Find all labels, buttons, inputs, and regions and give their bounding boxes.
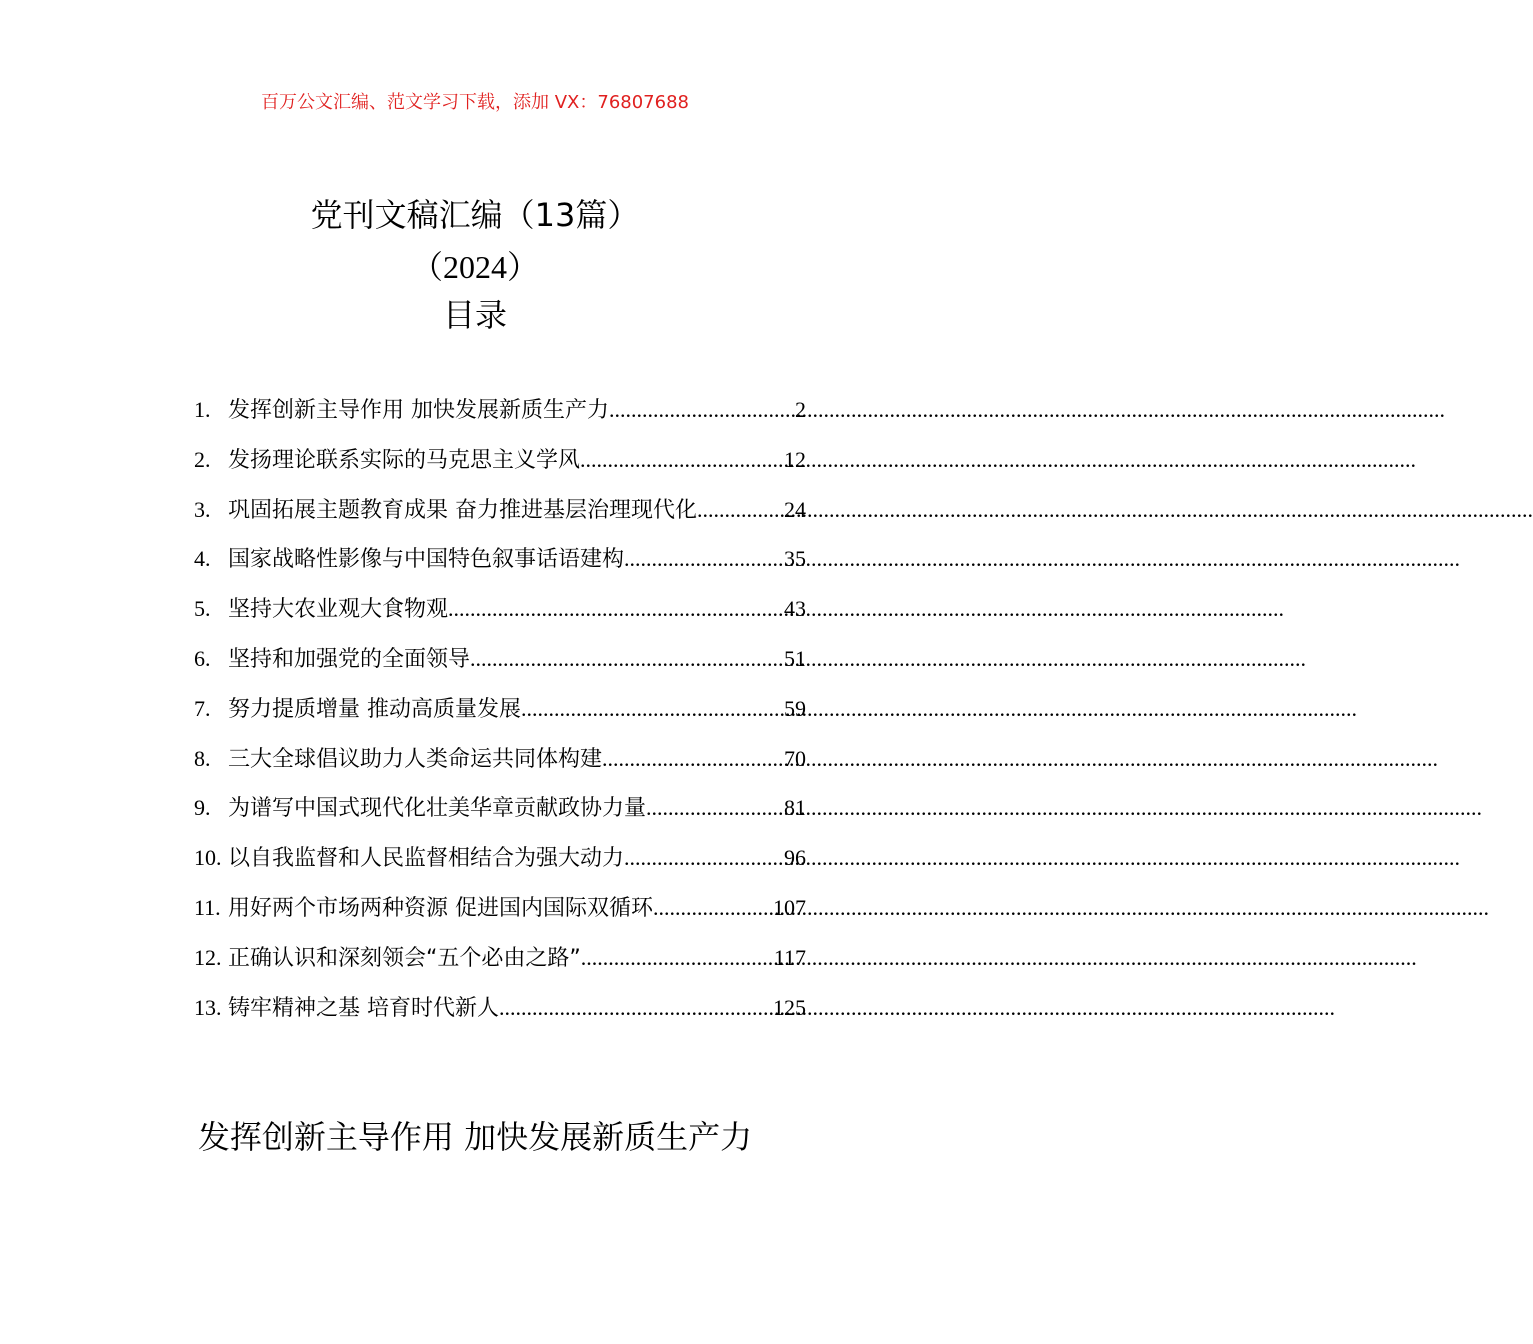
- toc-entry-page: 35: [784, 546, 806, 572]
- header-note: 百万公文汇编、范文学习下载，添加 VX：76807688: [261, 92, 689, 113]
- toc-dot-leader: [624, 546, 784, 572]
- toc-entry-title: 以自我监督和人民监督相结合为强大动力: [228, 846, 625, 872]
- toc-entry[interactable]: [194, 891, 806, 941]
- toc-dot-leader: [581, 945, 774, 971]
- toc-entry-title: 三大全球倡议助力人类命运共同体构建: [228, 746, 603, 772]
- toc-entry[interactable]: [194, 642, 806, 692]
- toc-entry-number: 13.: [194, 994, 222, 1020]
- toc-entry[interactable]: [194, 393, 806, 443]
- table-of-contents: [194, 393, 806, 1040]
- toc-entry-number: 3.: [194, 496, 211, 522]
- toc-entry-number: 5.: [194, 596, 211, 622]
- toc-entry-number: 10.: [194, 845, 222, 871]
- toc-entry[interactable]: [194, 592, 806, 642]
- toc-entry-number: 4.: [194, 546, 211, 572]
- toc-entry-page: 12: [784, 446, 806, 472]
- toc-entry-number: 1.: [194, 397, 211, 422]
- toc-entry-title: 正确认识和深刻领会“五个必由之路”: [228, 945, 581, 971]
- toc-entry-page: 81: [784, 795, 806, 821]
- toc-entry-number: 8.: [194, 745, 211, 771]
- toc-entry-title: 巩固拓展主题教育成果 奋力推进基层治理现代化: [228, 497, 697, 523]
- toc-entry[interactable]: [194, 791, 806, 841]
- toc-entry[interactable]: [194, 443, 806, 493]
- toc-entry-title: 发扬理论联系实际的马克思主义学风: [228, 447, 581, 473]
- toc-entry-number: 11.: [194, 894, 221, 920]
- toc-entry-page: 70: [784, 745, 806, 771]
- toc-entry[interactable]: [194, 991, 806, 1041]
- toc-entry-page: 117: [773, 944, 806, 970]
- toc-entry-number: 12.: [194, 944, 222, 970]
- toc-entry[interactable]: [194, 841, 806, 891]
- document-title: 党刊文稿汇编（13篇）: [310, 196, 640, 234]
- toc-entry-page: 107: [773, 894, 806, 920]
- toc-entry-number: 9.: [194, 795, 211, 821]
- toc-dot-leader: [653, 895, 773, 921]
- section-title: 发挥创新主导作用 加快发展新质生产力: [197, 1118, 753, 1156]
- toc-dot-leader: [697, 497, 784, 523]
- toc-entry-number: 7.: [194, 695, 211, 721]
- toc-entry-title: 铸牢精神之基 培育时代新人: [228, 995, 499, 1021]
- toc-entry-page: 24: [784, 496, 806, 522]
- toc-entry-page: 125: [773, 994, 806, 1020]
- toc-dot-leader: [521, 696, 784, 722]
- toc-entry-page: 59: [784, 695, 806, 721]
- toc-entry-title: 国家战略性影像与中国特色叙事话语建构: [228, 547, 625, 573]
- toc-entry-number: 2.: [194, 446, 211, 472]
- toc-entry-page: 43: [784, 596, 806, 622]
- toc-entry-page: 96: [784, 845, 806, 871]
- toc-entry-title: 努力提质增量 推动高质量发展: [228, 696, 521, 722]
- document-year: （2024）: [410, 249, 539, 285]
- toc-entry[interactable]: [194, 493, 806, 543]
- toc-entry-title: 坚持和加强党的全面领导: [228, 646, 471, 672]
- toc-dot-leader: [580, 447, 784, 473]
- toc-dot-leader: [646, 795, 784, 821]
- toc-dot-leader: [602, 746, 784, 772]
- toc-heading: 目录: [442, 296, 507, 334]
- toc-entry[interactable]: [194, 692, 806, 742]
- toc-dot-leader: [609, 397, 795, 423]
- toc-entry[interactable]: [194, 941, 806, 991]
- toc-entry-title: 坚持大农业观大食物观: [228, 597, 449, 623]
- toc-dot-leader: [470, 646, 784, 672]
- toc-entry-title: 用好两个市场两种资源 促进国内国际双循环: [228, 895, 653, 921]
- toc-entry-page: 51: [784, 645, 806, 671]
- toc-dot-leader: [499, 995, 773, 1021]
- toc-entry[interactable]: [194, 542, 806, 592]
- toc-entry-title: 为谱写中国式现代化壮美华章贡献政协力量: [228, 796, 647, 822]
- toc-entry[interactable]: [194, 742, 806, 792]
- toc-entry-page: 2: [795, 397, 806, 422]
- toc-dot-leader: [624, 845, 784, 871]
- toc-dot-leader: [448, 596, 784, 622]
- toc-entry-title: 发挥创新主导作用 加快发展新质生产力: [228, 398, 609, 423]
- toc-entry-number: 6.: [194, 645, 211, 671]
